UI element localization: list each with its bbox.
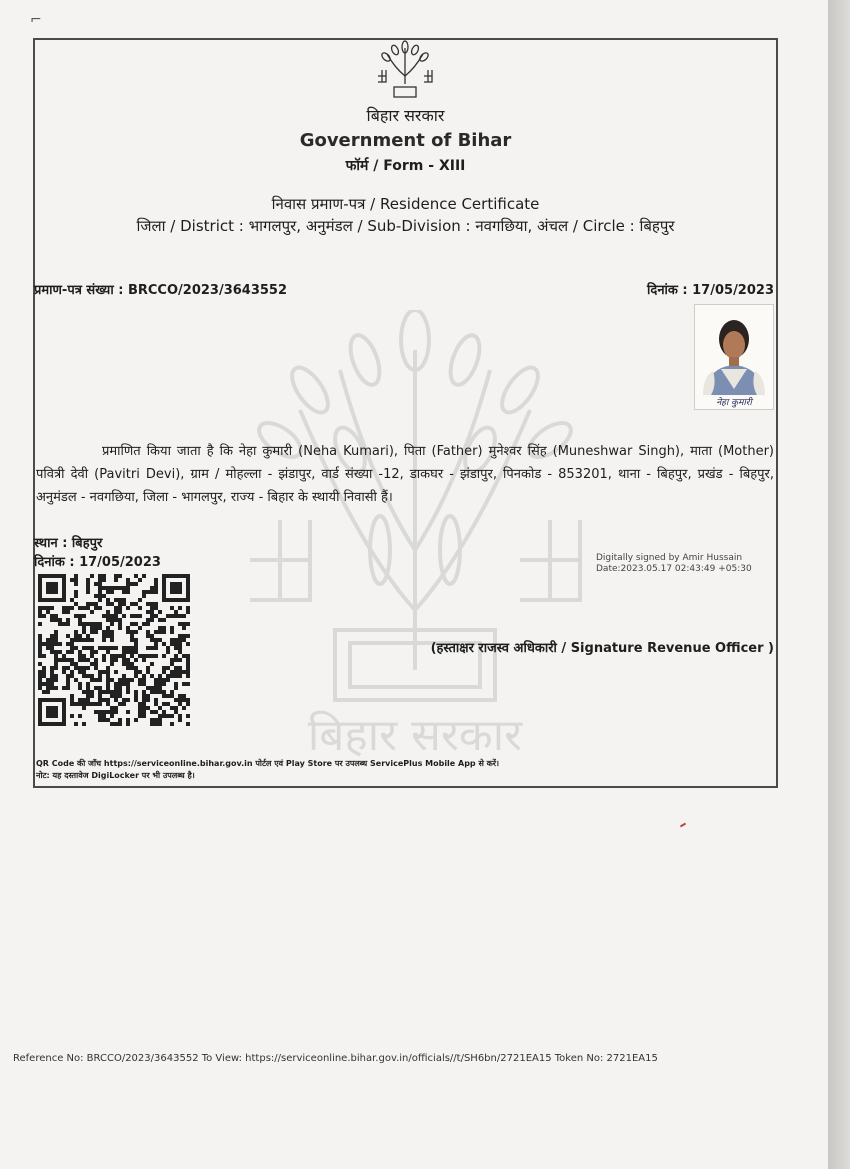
footer-reference: Reference No: BRCCO/2023/3643552 To View: https://serviceonline.bihar.gov.in/officials//t/SH6bn/2721EA15 Token No: 2721EA15: [13, 1053, 658, 1064]
issue-place: स्थान : बिहपुर: [34, 536, 103, 551]
digital-signed-by: Digitally signed by Amir Hussain: [596, 553, 743, 563]
govt-title-hindi: बिहार सरकार: [366, 106, 445, 125]
corner-mark: ⌐: [30, 12, 42, 28]
qr-note: QR Code की जाँच https://serviceonline.bihar.gov.in पोर्टल एवं Play Store पर उपलब्ध ServicePlus Mobile App से करें।: [36, 759, 500, 768]
certificate-number: प्रमाण-पत्र संख्या : BRCCO/2023/3643552: [34, 283, 288, 298]
page-edge: [828, 0, 850, 1169]
qr-code-icon: [38, 574, 190, 726]
certificate-body: प्रमाणित किया जाता है कि नेहा कुमारी (Neha Kumari), पिता (Father) मुनेश्वर सिंह (Muneshwar Singh), माता (Mother) पवित्री देवी (Pavitri Devi), ग्राम / मोहल्ला - झंडापुर, वार्ड संख्या -12, डाकघर - झंडापुर, पिनकोड - 853201, थाना - बिहपुर, प्रखंड - बिहपुर, अनुमंडल - नवगछिया, जिला - भागलपुर, राज्य - बिहार के स्थायी निवासी हैं।: [36, 444, 774, 505]
svg-text:बिहार सरकार: बिहार सरकार: [307, 710, 523, 761]
form-number: फॉर्म / Form - XIII: [345, 158, 466, 174]
watermark-emblem-icon: [240, 310, 590, 780]
verification-note: [36, 758, 499, 782]
applicant-portrait: [695, 305, 773, 395]
certificate-title: निवास प्रमाण-पत्र / Residence Certificate: [271, 195, 540, 213]
digilocker-note: नोट: यह दस्तावेज DigiLocker पर भी उपलब्ध है।: [36, 771, 195, 780]
govt-title-english: Government of Bihar: [299, 130, 512, 151]
place-date: दिनांक : 17/05/2023: [34, 555, 161, 570]
digital-signature: [596, 553, 752, 575]
issue-date: दिनांक : 17/05/2023: [647, 283, 774, 298]
bihar-emblem-icon: [375, 40, 435, 100]
photo-signature: नेहा कुमारी: [716, 398, 752, 408]
officer-signature-label: (हस्ताक्षर राजस्व अधिकारी / Signature Revenue Officer ): [430, 641, 774, 656]
jurisdiction-line: जिला / District : भागलपुर, अनुमंडल / Sub-Division : नवगछिया, अंचल / Circle : बिहपुर: [136, 217, 675, 235]
digital-sign-date: Date:2023.05.17 02:43:49 +05:30: [596, 564, 752, 574]
applicant-photo: [694, 304, 774, 410]
